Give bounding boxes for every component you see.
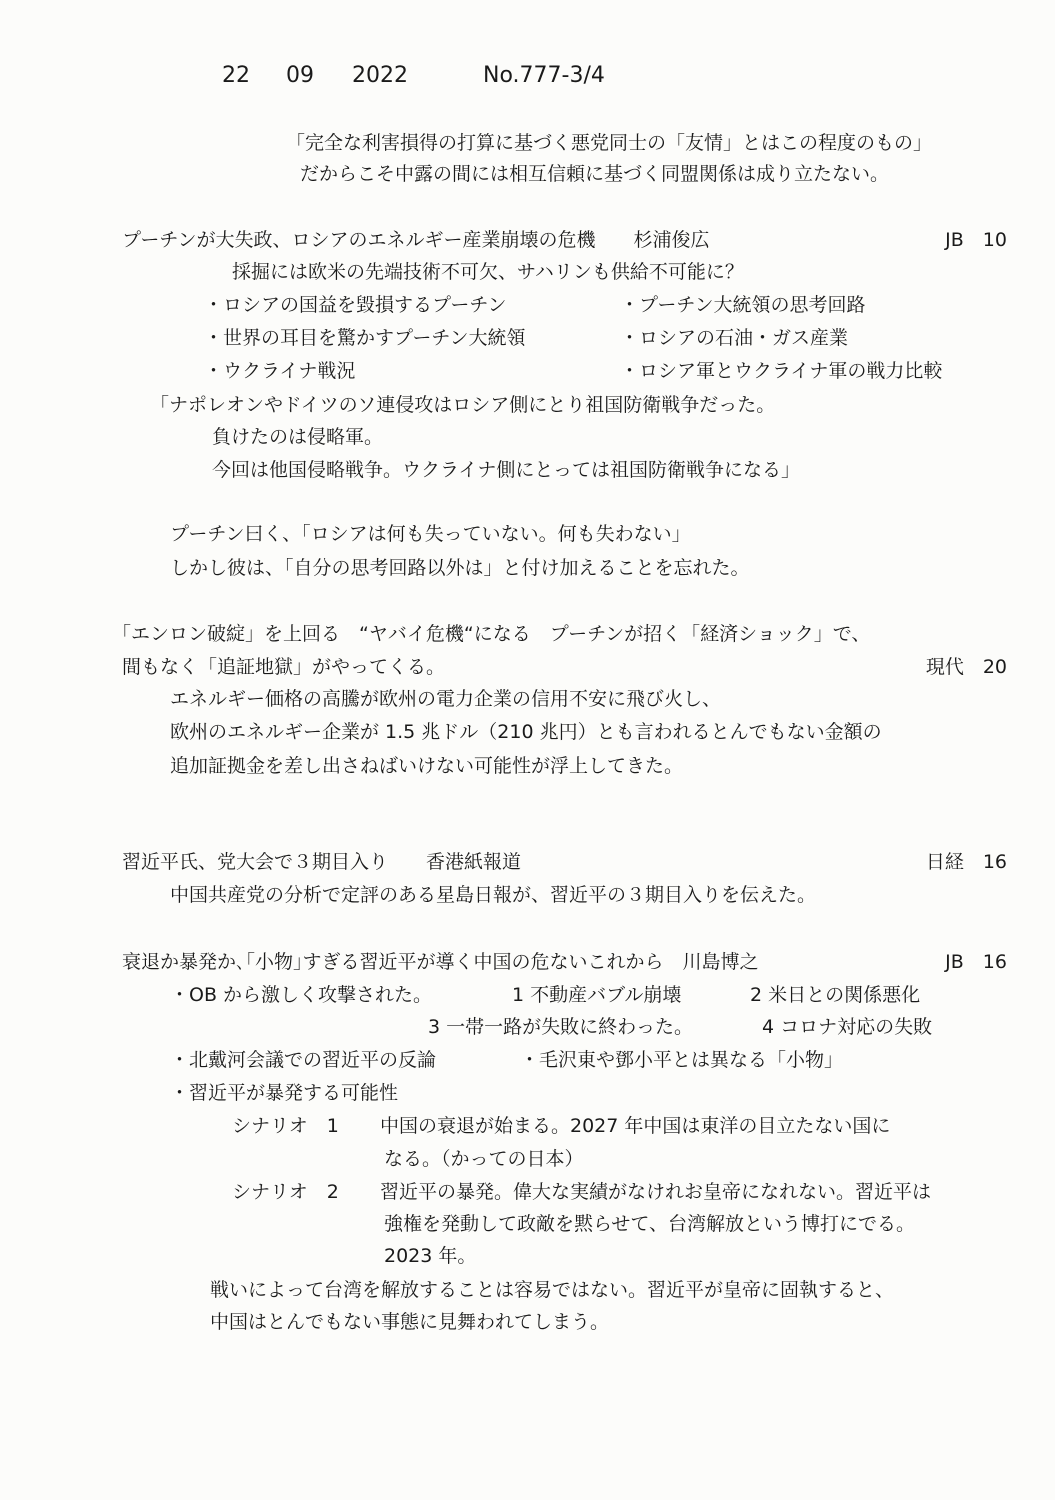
article3-body: 中国共産党の分析で定評のある星島日報が、習近平の３期目入りを伝えた。 bbox=[170, 884, 817, 906]
article1-quote-3: 今回は他国侵略戦争。ウクライナ側にとっては祖国防衛戦争になる」 bbox=[212, 459, 801, 481]
article1-bullet: ・ロシア軍とウクライナ軍の戦力比較 bbox=[620, 360, 943, 382]
intro-line-1: 「完全な利害損得の打算に基づく悪党同士の「友情」とはこの程度のもの」 bbox=[286, 132, 933, 154]
article4-reason-2: 2 米日との関係悪化 bbox=[750, 984, 921, 1006]
article1-quote-2: 負けたのは侵略軍。 bbox=[212, 426, 384, 448]
intro-line-2: だからこそ中露の間には相互信頼に基づく同盟関係は成り立たない。 bbox=[300, 163, 890, 185]
article1-quote-1: 「ナポレオンやドイツのソ連侵攻はロシア側にとり祖国防衛戦争だった。 bbox=[150, 394, 776, 416]
article2-title-1: 「エンロン破綻」を上回る “ヤバイ危機“になる プーチンが招く「経済ショック」で、 bbox=[112, 623, 871, 645]
article3-source: 日経 16 bbox=[925, 851, 1007, 873]
article1-comment-1: プーチン曰く、「ロシアは何も失っていない。何も失わない」 bbox=[170, 523, 691, 545]
scenario2-line-3: 2023 年。 bbox=[384, 1245, 477, 1267]
article2-title-2: 間もなく「追証地獄」がやってくる。 bbox=[122, 656, 446, 678]
scenario1-line-1: 中国の衰退が始まる。2027 年中国は東洋の目立たない国に bbox=[380, 1115, 891, 1137]
article4-bullet-possibility: ・習近平が暴発する可能性 bbox=[170, 1082, 399, 1104]
article1-subtitle: 採掘には欧米の先端技術不可欠、サハリンも供給不可能に？ bbox=[232, 261, 744, 283]
scenario2-line-2: 強権を発動して政敵を黙らせて、台湾解放という博打にでる。 bbox=[384, 1213, 916, 1235]
article1-bullet: ・プーチン大統領の思考回路 bbox=[620, 294, 866, 316]
article4-reason-1: 1 不動産バブル崩壊 bbox=[512, 984, 682, 1006]
article2-body-3: 追加証拠金を差し出さねばいけない可能性が浮上してきた。 bbox=[170, 755, 684, 777]
scenario2-label: シナリオ 2 bbox=[232, 1181, 339, 1203]
article1-title: プーチンが大失政、ロシアのエネルギー産業崩壊の危機 杉浦俊広 bbox=[122, 229, 710, 251]
date-month: 09 bbox=[286, 63, 314, 88]
article4-bullet-ob: ・OB から激しく攻撃された。 bbox=[170, 984, 433, 1006]
article1-bullet: ・ロシアの石油・ガス産業 bbox=[620, 327, 849, 349]
article1-bullet: ・ウクライナ戦況 bbox=[204, 360, 356, 382]
scenario1-label: シナリオ 1 bbox=[232, 1115, 339, 1137]
article4-bullet-komono: ・毛沢東や鄧小平とは異なる「小物」 bbox=[520, 1049, 844, 1071]
article4-source: JB 16 bbox=[945, 951, 1007, 973]
article4-conclusion-2: 中国はとんでもない事態に見舞われてしまう。 bbox=[210, 1311, 610, 1333]
article3-title: 習近平氏、党大会で３期目入り 香港紙報道 bbox=[122, 851, 522, 873]
article1-bullet: ・世界の耳目を驚かすプーチン大統領 bbox=[204, 327, 526, 349]
date-year: 2022 bbox=[352, 63, 408, 88]
article2-body-1: エネルギー価格の高騰が欧州の電力企業の信用不安に飛び火し、 bbox=[170, 688, 722, 710]
article4-conclusion-1: 戦いによって台湾を解放することは容易ではない。習近平が皇帝に固執すると、 bbox=[210, 1279, 895, 1301]
page-number: No.777-3/4 bbox=[483, 63, 605, 88]
article1-comment-2: しかし彼は、「自分の思考回路以外は」と付け加えることを忘れた。 bbox=[170, 557, 750, 579]
article4-bullet-beidaihe: ・北戴河会議での習近平の反論 bbox=[170, 1049, 437, 1071]
article2-body-2: 欧州のエネルギー企業が 1.5 兆ドル（210 兆円）とも言われるとんでもない金額の bbox=[170, 721, 882, 743]
scenario1-line-2: なる。（かっての日本） bbox=[384, 1148, 584, 1170]
article4-reason-4: 4 コロナ対応の失敗 bbox=[762, 1016, 933, 1038]
article4-reason-3: 3 一帯一路が失敗に終わった。 bbox=[428, 1016, 693, 1038]
article1-source: JB 10 bbox=[945, 229, 1007, 251]
article1-bullet: ・ロシアの国益を毀損するプーチン bbox=[204, 294, 507, 316]
scenario2-line-1: 習近平の暴発。偉大な実績がなけれお皇帝になれない。習近平は bbox=[380, 1181, 932, 1203]
article2-source: 現代 20 bbox=[925, 656, 1007, 678]
date-day: 22 bbox=[222, 63, 250, 88]
article4-title: 衰退か暴発か､｢小物｣すぎる習近平が導く中国の危ないこれから 川島博之 bbox=[122, 951, 759, 973]
